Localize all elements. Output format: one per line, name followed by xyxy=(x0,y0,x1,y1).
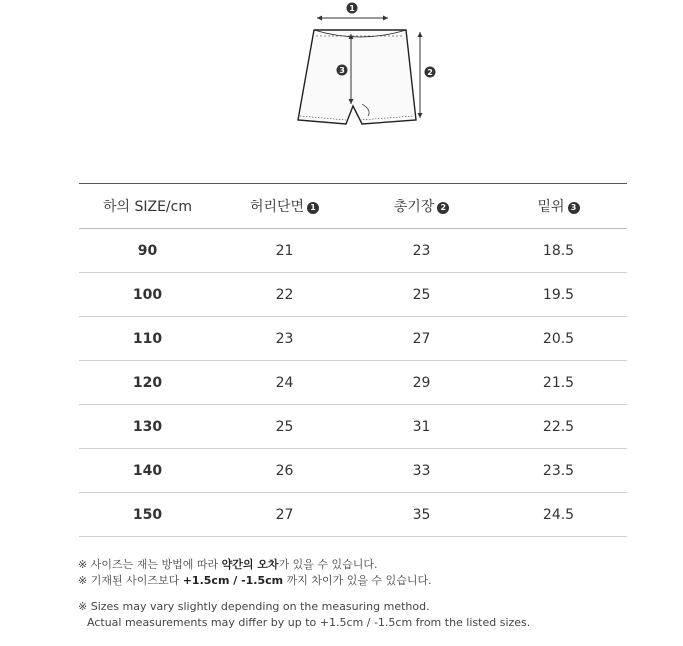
header-badge-1: 1 xyxy=(307,202,319,214)
header-waist: 허리단면 1 xyxy=(216,184,353,229)
header-length: 총기장 2 xyxy=(353,184,490,229)
length-cell: 23 xyxy=(353,229,490,273)
size-cell: 150 xyxy=(79,493,216,537)
waist-cell: 25 xyxy=(216,405,353,449)
size-cell: 110 xyxy=(79,317,216,361)
note-en-line-1: ※ Sizes may vary slightly depending on the measuring method. xyxy=(78,600,430,613)
note-ko-line-1: ※ 사이즈는 재는 방법에 따라 약간의 오차가 있을 수 있습니다. xyxy=(78,558,378,571)
length-cell: 27 xyxy=(353,317,490,361)
waist-cell: 26 xyxy=(216,449,353,493)
marker-1: 1 xyxy=(349,3,355,13)
waist-cell: 21 xyxy=(216,229,353,273)
table-row xyxy=(79,317,627,361)
size-cell: 120 xyxy=(79,361,216,405)
table-row xyxy=(79,273,627,317)
table-row xyxy=(79,405,627,449)
waist-cell: 23 xyxy=(216,317,353,361)
table-body xyxy=(79,229,627,537)
rise-cell: 22.5 xyxy=(490,405,627,449)
waist-cell: 27 xyxy=(216,493,353,537)
rise-cell: 23.5 xyxy=(490,449,627,493)
header-badge-2: 2 xyxy=(437,202,449,214)
table-row xyxy=(79,493,627,537)
waist-width-arrow xyxy=(317,3,388,21)
shorts-diagram xyxy=(290,0,440,140)
marker-3: 3 xyxy=(339,65,345,75)
rise-cell: 20.5 xyxy=(490,317,627,361)
size-cell: 130 xyxy=(79,405,216,449)
waist-cell: 24 xyxy=(216,361,353,405)
header-rise: 밑위 3 xyxy=(490,184,627,229)
header-badge-3: 3 xyxy=(568,202,580,214)
length-cell: 25 xyxy=(353,273,490,317)
size-cell: 100 xyxy=(79,273,216,317)
rise-cell: 24.5 xyxy=(490,493,627,537)
note-en-line-2: Actual measurements may differ by up to +1.5cm / -1.5cm from the listed sizes. xyxy=(87,616,531,629)
rise-cell: 21.5 xyxy=(490,361,627,405)
size-table xyxy=(79,183,627,537)
note-ko-line-2: ※ 기재된 사이즈보다 +1.5cm / -1.5cm 까지 차이가 있을 수 있습니다. xyxy=(78,574,432,587)
rise-cell: 18.5 xyxy=(490,229,627,273)
marker-2: 2 xyxy=(427,67,433,77)
length-cell: 33 xyxy=(353,449,490,493)
table-row xyxy=(79,449,627,493)
length-cell: 35 xyxy=(353,493,490,537)
notes-korean xyxy=(78,557,432,589)
length-cell: 29 xyxy=(353,361,490,405)
header-size: 하의 SIZE/cm xyxy=(79,184,216,229)
size-cell: 140 xyxy=(79,449,216,493)
waist-cell: 22 xyxy=(216,273,353,317)
shorts-outline xyxy=(298,30,416,124)
length-cell: 31 xyxy=(353,405,490,449)
size-cell: 90 xyxy=(79,229,216,273)
total-length-arrow xyxy=(418,32,436,118)
table-header-row xyxy=(79,184,627,229)
table-row xyxy=(79,361,627,405)
table-row xyxy=(79,229,627,273)
notes-english xyxy=(78,599,530,631)
rise-cell: 19.5 xyxy=(490,273,627,317)
